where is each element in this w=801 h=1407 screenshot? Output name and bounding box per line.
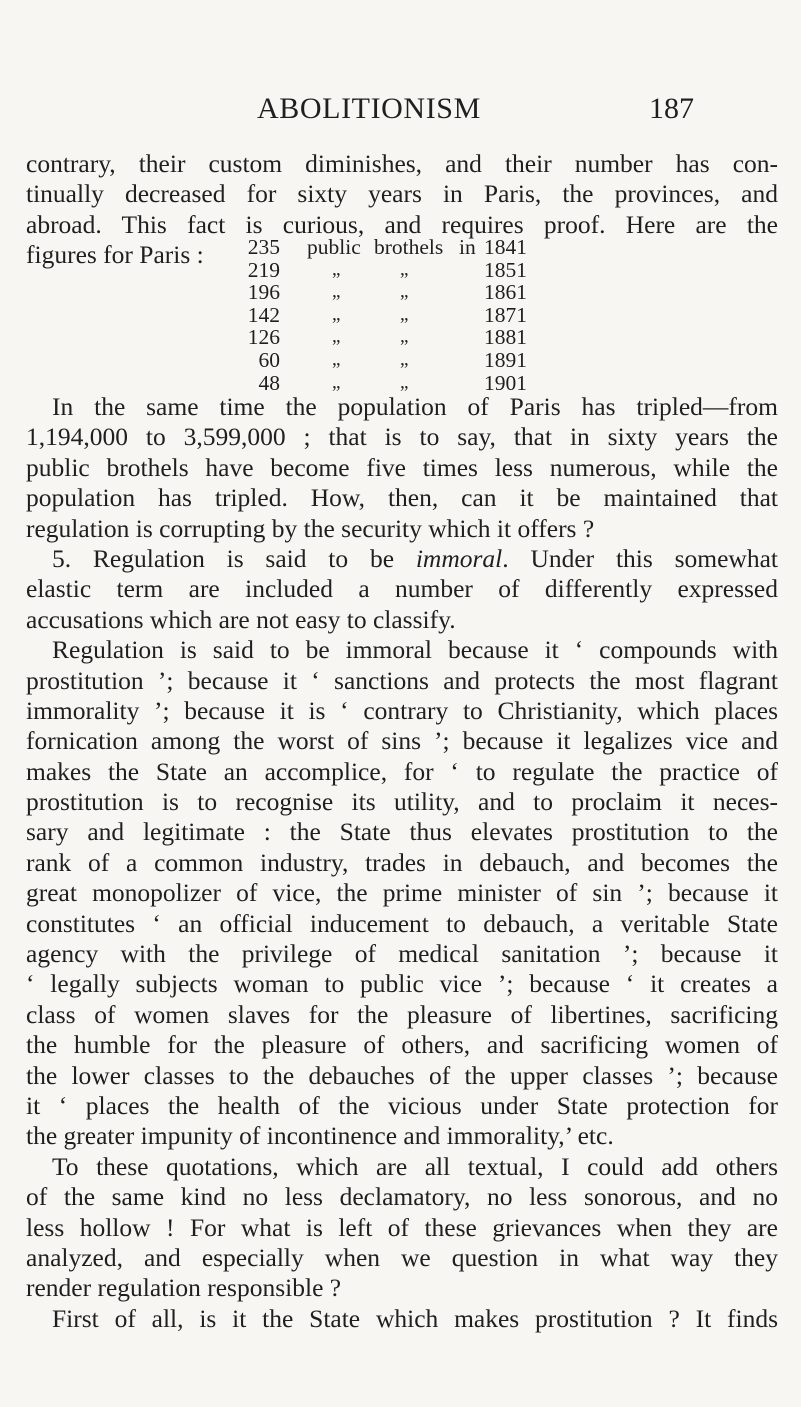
text-line: class of women slaves for the pleasure of libertines, sacrificing bbox=[26, 999, 778, 1029]
text-line: fornication among the worst of sins ’; because it legalizes vice and bbox=[26, 726, 778, 756]
ditto-mark: „ bbox=[332, 281, 341, 303]
text-line: the greater impunity of incontinence and immorality,’ etc. bbox=[26, 1121, 614, 1151]
label-cell: brothels bbox=[374, 235, 444, 259]
count-cell: 196 bbox=[247, 280, 280, 305]
label-cell: public bbox=[307, 235, 361, 259]
year-cell: 1841 bbox=[484, 235, 527, 259]
table-row bbox=[244, 370, 527, 395]
text-line: ‘ legally subjects woman to public vice ’; because ‘ it creates a bbox=[26, 969, 778, 999]
text-line: abroad. This fact is curious, and requires proof. Here are the bbox=[26, 209, 778, 239]
text-line: In the same time the population of Paris has tripled—from bbox=[52, 392, 778, 421]
text-line: public brothels have become five times less numerous, while the bbox=[26, 452, 778, 482]
ditto-mark: „ bbox=[400, 258, 409, 280]
ditto-mark: „ bbox=[400, 303, 409, 325]
table-row bbox=[244, 325, 527, 350]
brothel-count-table bbox=[244, 235, 527, 395]
ditto-mark: „ bbox=[400, 326, 409, 348]
ditto-mark: „ bbox=[332, 258, 341, 280]
text-line: makes the State an accomplice, for ‘ to regulate the practice of bbox=[26, 756, 778, 786]
text-line: the lower classes to the debauches of the upper classes ’; because bbox=[26, 1060, 778, 1090]
text-line: analyzed, and especially when we question in what way they bbox=[26, 1242, 778, 1272]
text-line: of the same kind no less declamatory, no less sonorous, and no bbox=[26, 1182, 778, 1212]
year-cell: 1861 bbox=[484, 280, 527, 305]
year-cell: 1901 bbox=[484, 370, 527, 395]
table-row bbox=[244, 302, 527, 327]
page-header bbox=[0, 92, 801, 132]
text-line: population has tripled. How, then, can it be maintained that bbox=[26, 483, 778, 513]
count-cell: 126 bbox=[247, 325, 280, 350]
running-title: ABOLITIONISM bbox=[257, 92, 481, 125]
text-line: elastic term are included a number of differently expressed bbox=[26, 574, 778, 604]
year-cell: 1881 bbox=[484, 325, 527, 350]
count-cell: 235 bbox=[247, 235, 280, 259]
text-line: regulation is corrupting by the security which it offers ? bbox=[26, 513, 595, 543]
count-cell: 48 bbox=[258, 370, 280, 395]
text-line: the humble for the pleasure of others, and sacrificing women of bbox=[26, 1030, 778, 1060]
text-line: To these quotations, which are all textual, I could add others bbox=[52, 1151, 778, 1181]
text-line: immorality ’; because it is ‘ contrary to Christianity, which places bbox=[26, 695, 778, 725]
text-line: 1,194,000 to 3,599,000 ; that is to say, that in sixty years the bbox=[26, 422, 778, 452]
year-cell: 1851 bbox=[484, 257, 527, 282]
text-line: constitutes ‘ an official inducement to debauch, a veritable State bbox=[26, 908, 778, 938]
text-line: prostitution is to recognise its utility, and to proclaim it neces- bbox=[26, 787, 778, 817]
ditto-mark: „ bbox=[332, 371, 341, 393]
text-line: First of all, is it the State which makes prostitution ? It finds bbox=[52, 1303, 778, 1333]
text-line: contrary, their custom diminishes, and their number has con- bbox=[26, 149, 778, 178]
year-cell: 1871 bbox=[484, 302, 527, 327]
text-line: less hollow ! For what is left of these grievances when they are bbox=[26, 1212, 778, 1242]
table-row bbox=[244, 280, 527, 305]
count-cell: 142 bbox=[247, 302, 280, 327]
text-line: render regulation responsible ? bbox=[26, 1273, 342, 1303]
table-row bbox=[244, 235, 527, 259]
text-line: figures for Paris : bbox=[26, 240, 204, 270]
count-cell: 219 bbox=[247, 257, 280, 282]
text-line: sary and legitimate : the State thus elevates prostitution to the bbox=[26, 817, 778, 847]
text-line: accusations which are not easy to classify. bbox=[26, 604, 456, 634]
text-line: tinually decreased for sixty years in Paris, the provinces, and bbox=[26, 179, 778, 209]
text-line: Regulation is said to be immoral because it ‘ compounds with bbox=[52, 635, 778, 665]
count-cell: 60 bbox=[258, 347, 280, 372]
text-line: great monopolizer of vice, the prime minister of sin ’; because it bbox=[26, 878, 778, 908]
ditto-mark: „ bbox=[400, 348, 409, 370]
text-line: agency with the privilege of medical sanitation ’; because it bbox=[26, 939, 778, 969]
ditto-mark: „ bbox=[332, 326, 341, 348]
ditto-mark: „ bbox=[332, 303, 341, 325]
label-cell: in bbox=[459, 235, 476, 259]
ditto-mark: „ bbox=[400, 281, 409, 303]
text-line: 5. Regulation is said to be immoral. Under this somewhat bbox=[52, 543, 779, 573]
ditto-mark: „ bbox=[332, 348, 341, 370]
page-number: 187 bbox=[649, 92, 694, 125]
main-text-body bbox=[26, 392, 778, 1334]
year-cell: 1891 bbox=[484, 347, 527, 372]
text-line: rank of a common industry, trades in debauch, and becomes the bbox=[26, 847, 778, 877]
ditto-mark: „ bbox=[400, 371, 409, 393]
text-line: prostitution ’; because it ‘ sanctions and protects the most flagrant bbox=[26, 665, 778, 695]
table-row bbox=[244, 257, 527, 282]
text-line: it ‘ places the health of the vicious under State protection for bbox=[26, 1090, 778, 1120]
table-row bbox=[244, 347, 527, 372]
